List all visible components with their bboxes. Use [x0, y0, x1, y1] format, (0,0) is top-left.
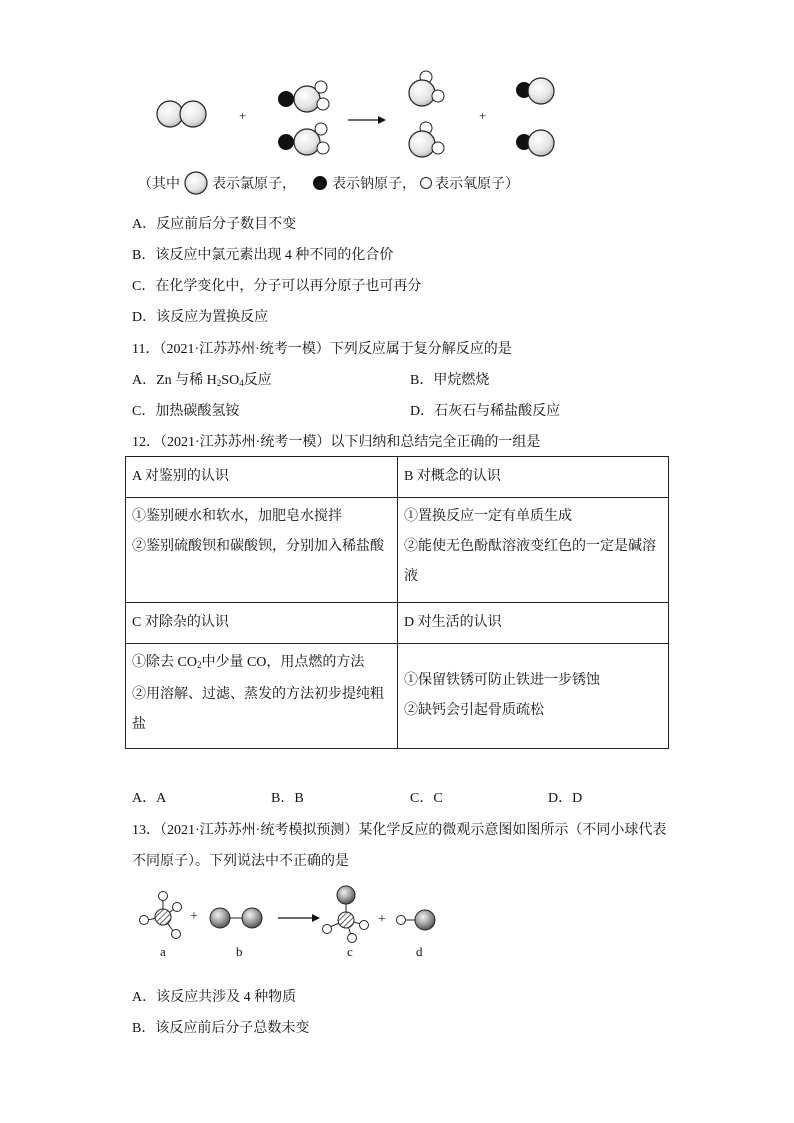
- q11-stem: 11．（2021·江苏苏州·统考一模）下列反应属于复分解反应的是: [132, 342, 512, 357]
- sodium-chloride-molecule: [516, 130, 554, 156]
- molecule-a: [140, 892, 182, 939]
- cl2-molecule: [157, 101, 206, 127]
- q11-option-b: B．甲烷燃烧: [410, 373, 490, 388]
- reaction-diagram-q13: [130, 880, 450, 944]
- q10-option-d: D．该反应为置换反应: [132, 310, 269, 325]
- plus-sign: +: [378, 912, 386, 927]
- plus-sign: +: [239, 108, 247, 123]
- q12-stem: 12．（2021·江苏苏州·统考一模）以下归纳和总结完全正确的一组是: [132, 435, 541, 450]
- cell-a-body: [126, 498, 398, 603]
- cell-d-item: ②缺钙会引起骨质疏松: [403, 703, 544, 718]
- q11-option-a-post: 反应: [243, 373, 272, 388]
- cell-c-item-post: 中少量 CO，用点燃的方法: [201, 655, 365, 670]
- q11-option-a-pre: A．Zn 与稀 H: [132, 373, 217, 388]
- q10-option-a: A．反应前后分子数目不变: [132, 217, 297, 232]
- plus-sign: +: [190, 909, 198, 924]
- chlorine-atom-icon: [182, 171, 210, 195]
- cell-a-title: A 对鉴别的认识: [126, 457, 398, 498]
- q11-option-a-mid: SO: [221, 373, 240, 388]
- legend-cl: 表示氯原子，: [212, 177, 296, 192]
- sodium-atom-icon: [310, 173, 330, 193]
- chlorine-dioxide-molecule: [409, 71, 444, 106]
- cell-b-body: [397, 498, 668, 603]
- subscript: 2: [216, 378, 222, 388]
- cell-b-item: ②能使无色酚酞溶液变红色的一定是碱溶液: [403, 539, 656, 584]
- q13-option-b: B．该反应前后分子总数未变: [132, 1021, 310, 1036]
- reaction-arrow: [348, 116, 386, 124]
- q13-option-a: A．该反应共涉及 4 种物质: [132, 990, 297, 1005]
- q10-option-b: B．该反应中氯元素出现 4 种不同的化合价: [132, 248, 394, 263]
- molecule-label-a: a: [160, 944, 166, 959]
- cell-a-item: ②鉴别硫酸钡和碳酸钡，分别加入稀盐酸: [132, 539, 384, 554]
- cell-c-item: ②用溶解、过滤、蒸发的方法初步提纯粗盐: [132, 687, 384, 732]
- q11-option-a: [132, 369, 272, 389]
- molecule-c: [323, 886, 369, 943]
- molecule-b: [210, 908, 262, 928]
- subscript: 2: [196, 660, 202, 670]
- diagram-legend: [138, 171, 519, 195]
- cell-c-body: [126, 644, 398, 749]
- q12-answer-a: A．A: [132, 791, 167, 806]
- plus-sign: +: [479, 108, 487, 123]
- cell-c-item: [132, 648, 391, 680]
- cell-c-item-pre: ①除去 CO: [132, 655, 197, 670]
- legend-prefix: （其中: [138, 177, 180, 192]
- sodium-chloride-molecule: [516, 78, 554, 104]
- q12-table: [125, 456, 669, 749]
- chlorine-dioxide-molecule: [409, 122, 444, 157]
- q13-stem-line2: 不同原子）。下列说法中不正确的是: [132, 854, 349, 869]
- cell-d-item: ①保留铁锈可防止铁进一步锈蚀: [403, 673, 600, 688]
- sodium-chlorite-molecule: [278, 123, 329, 155]
- molecule-label-c: c: [347, 944, 353, 959]
- reaction-diagram-q10: [140, 62, 580, 162]
- cell-b-item: ①置换反应一定有单质生成: [403, 509, 572, 524]
- cell-b-title: B 对概念的认识: [397, 457, 668, 498]
- q11-option-d: D．石灰石与稀盐酸反应: [410, 404, 561, 419]
- q12-answer-d: D．D: [548, 791, 583, 806]
- q13-stem-line1: 13．（2021·江苏苏州·统考模拟预测）某化学反应的微观示意图如图所示（不同小球代表: [132, 823, 667, 838]
- legend-na: 表示钠原子，: [332, 177, 416, 192]
- molecule-label-b: b: [236, 944, 243, 959]
- cell-d-title: D 对生活的认识: [397, 603, 668, 644]
- subscript: 4: [239, 378, 244, 388]
- q11-option-c: C．加热碳酸氢铵: [132, 404, 240, 419]
- molecule-label-d: d: [416, 944, 423, 959]
- cell-d-body: [397, 644, 668, 749]
- reaction-arrow: [278, 914, 320, 922]
- q12-answer-c: C．C: [410, 791, 443, 806]
- q10-option-c: C．在化学变化中，分子可以再分原子也可再分: [132, 279, 422, 294]
- oxygen-atom-icon: [418, 175, 434, 191]
- sodium-chlorite-molecule: [278, 81, 329, 112]
- cell-c-title: C 对除杂的认识: [126, 603, 398, 644]
- molecule-d: [397, 910, 436, 930]
- cell-a-item: ①鉴别硬水和软水，加肥皂水搅拌: [132, 509, 342, 524]
- legend-o: 表示氧原子）: [435, 177, 519, 192]
- q12-answer-b: B．B: [271, 791, 304, 806]
